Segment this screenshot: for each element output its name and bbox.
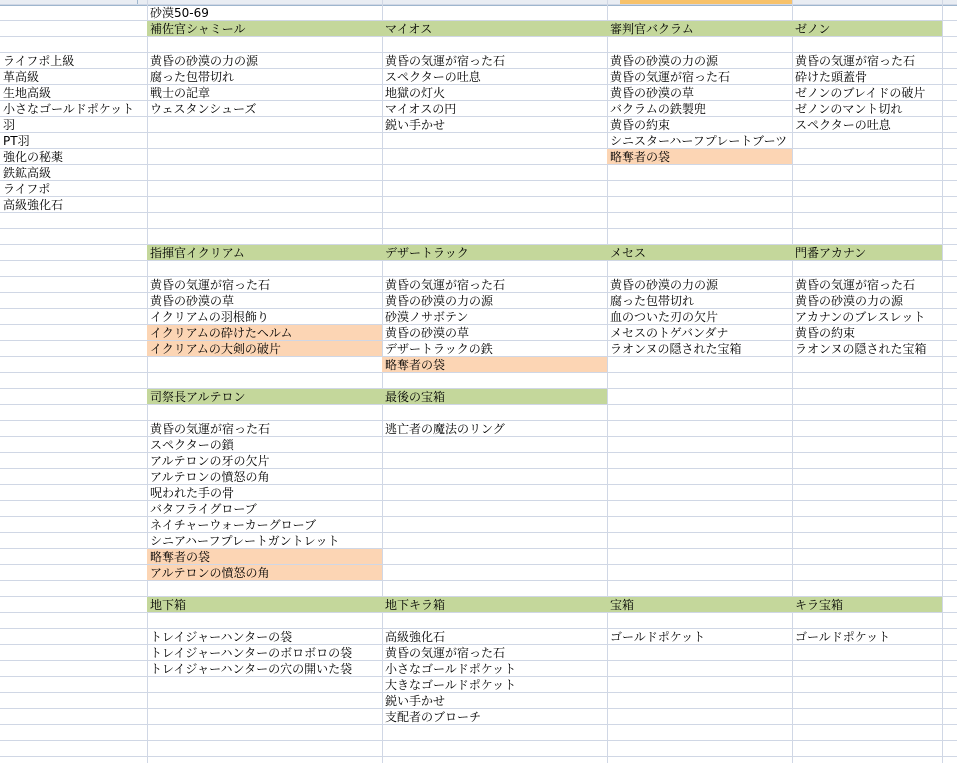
- section-header-cell[interactable]: 補佐官シャミール: [150, 22, 246, 36]
- row-gridline: [0, 468, 957, 469]
- material-list-cell[interactable]: 強化の秘薬: [3, 150, 64, 164]
- material-list-cell[interactable]: 鉄鉱高級: [3, 166, 52, 180]
- section-header-cell[interactable]: 指揮官イクリアム: [150, 246, 245, 260]
- drop-item-cell[interactable]: スペクターの吐息: [385, 70, 481, 84]
- drop-item-cell[interactable]: 黄昏の約束: [610, 118, 671, 132]
- drop-item-cell[interactable]: スペクターの鎖: [150, 438, 234, 452]
- drop-item-cell[interactable]: 地獄の灯火: [385, 86, 446, 100]
- drop-item-cell[interactable]: 黄昏の気運が宿った石: [610, 70, 731, 84]
- material-list-cell[interactable]: PT羽: [3, 134, 30, 148]
- column-gridline: [942, 0, 943, 763]
- drop-item-cell[interactable]: 支配者のブローチ: [385, 710, 482, 724]
- section-header-cell[interactable]: ゼノン: [795, 22, 831, 36]
- section-header-cell[interactable]: キラ宝箱: [795, 598, 844, 612]
- drop-item-cell[interactable]: マイオスの円: [385, 102, 457, 116]
- drop-item-cell[interactable]: ゼノンのブレイドの破片: [795, 86, 926, 100]
- drop-item-cell[interactable]: 血のついた刃の欠片: [610, 310, 719, 324]
- drop-item-cell[interactable]: アルテロンの牙の欠片: [150, 454, 270, 468]
- drop-item-cell[interactable]: 黄昏の砂漠の力の源: [610, 278, 719, 292]
- row-gridline: [0, 228, 957, 229]
- drop-item-cell[interactable]: バクラムの鉄製兜: [610, 102, 706, 116]
- drop-item-cell[interactable]: アカナンのブレスレット: [795, 310, 926, 324]
- drop-item-cell[interactable]: 黄昏の気運が宿った石: [385, 278, 506, 292]
- column-header-strip[interactable]: [0, 0, 957, 6]
- drop-item-cell[interactable]: 黄昏の砂漠の力の源: [150, 54, 259, 68]
- drop-item-cell[interactable]: 黄昏の気運が宿った石: [150, 422, 271, 436]
- section-header-cell[interactable]: 最後の宝箱: [385, 390, 446, 404]
- drop-item-cell[interactable]: シニスターハーフプレートブーツ: [610, 134, 788, 148]
- drop-item-cell[interactable]: 黄昏の砂漠の草: [150, 294, 235, 308]
- material-list-cell[interactable]: 小さなゴールドポケット: [3, 102, 135, 116]
- drop-item-cell[interactable]: 黄昏の気運が宿った石: [385, 646, 506, 660]
- drop-item-cell[interactable]: アルテロンの憤怒の角: [150, 470, 270, 484]
- drop-item-cell[interactable]: 小さなゴールドポケット: [385, 662, 517, 676]
- drop-item-cell[interactable]: トレイジャーハンターの袋: [150, 630, 293, 644]
- drop-item-cell[interactable]: 黄昏の砂漠の草: [610, 86, 695, 100]
- drop-item-cell[interactable]: 逃亡者の魔法のリング: [385, 422, 505, 436]
- drop-item-cell[interactable]: 戦士の記章: [150, 86, 211, 100]
- drop-item-cell[interactable]: 黄昏の気運が宿った石: [795, 278, 916, 292]
- material-list-cell[interactable]: 革高級: [3, 70, 40, 84]
- drop-item-cell[interactable]: 黄昏の砂漠の力の源: [610, 54, 719, 68]
- row-gridline: [0, 452, 957, 453]
- material-list-cell[interactable]: 生地高級: [3, 86, 52, 100]
- material-list-cell[interactable]: ライフポ上級: [3, 54, 75, 68]
- drop-item-cell[interactable]: 黄昏の気運が宿った石: [385, 54, 506, 68]
- section-header-cell[interactable]: 地下箱: [150, 598, 187, 612]
- drop-item-cell[interactable]: 略奪者の袋: [150, 550, 211, 564]
- section-header-cell[interactable]: デザートラック: [385, 246, 469, 260]
- drop-item-cell[interactable]: トレイジャーハンターのボロボロの袋: [150, 646, 353, 660]
- row-gridline: [0, 580, 957, 581]
- section-header-cell[interactable]: 門番アカナン: [795, 246, 867, 260]
- drop-item-cell[interactable]: 黄昏の気運が宿った石: [150, 278, 271, 292]
- drop-item-cell[interactable]: イクリアムの大剣の破片: [150, 342, 281, 356]
- row-gridline: [0, 564, 957, 565]
- row-gridline: [0, 484, 957, 485]
- row-gridline: [0, 548, 957, 549]
- drop-item-cell[interactable]: スペクターの吐息: [795, 118, 891, 132]
- section-header-cell[interactable]: マイオス: [385, 22, 433, 36]
- drop-item-cell[interactable]: ゴールドポケット: [610, 630, 706, 644]
- drop-item-cell[interactable]: 鋭い手かせ: [385, 694, 446, 708]
- drop-item-cell[interactable]: ネイチャーウォーカーグローブ: [150, 518, 317, 532]
- drop-item-cell[interactable]: 黄昏の気運が宿った石: [795, 54, 916, 68]
- drop-item-cell[interactable]: ラオンヌの隠された宝箱: [610, 342, 742, 356]
- section-header-cell[interactable]: メセス: [610, 246, 647, 260]
- drop-item-cell[interactable]: 高級強化石: [385, 630, 446, 644]
- drop-item-cell[interactable]: メセスのトゲバンダナ: [610, 326, 729, 340]
- row-gridline: [0, 740, 957, 741]
- drop-item-cell[interactable]: 腐った包帯切れ: [610, 294, 695, 308]
- drop-item-cell[interactable]: トレイジャーハンターの穴の開いた袋: [150, 662, 353, 676]
- drop-item-cell[interactable]: ウェスタンシューズ: [150, 102, 257, 116]
- row-gridline: [0, 4, 957, 5]
- drop-item-cell[interactable]: 砂漠ノサボテン: [385, 310, 469, 324]
- drop-item-cell[interactable]: ラオンヌの隠された宝箱: [795, 342, 927, 356]
- material-list-cell[interactable]: 羽: [3, 118, 16, 132]
- section-header-cell[interactable]: 地下キラ箱: [385, 598, 446, 612]
- drop-item-cell[interactable]: 大きなゴールドポケット: [385, 678, 517, 692]
- drop-item-cell[interactable]: 呪われた手の骨: [150, 486, 235, 500]
- material-list-cell[interactable]: 高級強化石: [3, 198, 64, 212]
- drop-item-cell[interactable]: 砕けた頭蓋骨: [795, 70, 868, 84]
- drop-item-cell[interactable]: 黄昏の砂漠の力の源: [795, 294, 904, 308]
- drop-item-cell[interactable]: 略奪者の袋: [610, 150, 671, 164]
- sheet-title-cell[interactable]: 砂漠50-69: [150, 6, 209, 20]
- material-list-cell[interactable]: ライフポ: [3, 182, 51, 196]
- drop-item-cell[interactable]: 腐った包帯切れ: [150, 70, 235, 84]
- drop-item-cell[interactable]: イクリアムの砕けたヘルム: [150, 326, 293, 340]
- drop-item-cell[interactable]: シニアハーフプレートガントレット: [150, 534, 340, 548]
- drop-item-cell[interactable]: デザートラックの鉄: [385, 342, 493, 356]
- drop-item-cell[interactable]: 黄昏の砂漠の草: [385, 326, 470, 340]
- drop-item-cell[interactable]: 黄昏の約束: [795, 326, 856, 340]
- row-gridline: [0, 516, 957, 517]
- section-header-cell[interactable]: 審判官バクラム: [610, 22, 694, 36]
- drop-item-cell[interactable]: 鋭い手かせ: [385, 118, 446, 132]
- drop-item-cell[interactable]: ゼノンのマント切れ: [795, 102, 903, 116]
- section-header-cell[interactable]: 宝箱: [610, 598, 635, 612]
- drop-item-cell[interactable]: アルテロンの憤怒の角: [150, 566, 270, 580]
- row-gridline: [0, 500, 957, 501]
- row-gridline: [0, 756, 957, 757]
- drop-item-cell[interactable]: 略奪者の袋: [385, 358, 446, 372]
- drop-item-cell[interactable]: 黄昏の砂漠の力の源: [385, 294, 494, 308]
- row-gridline: [0, 532, 957, 533]
- drop-item-cell[interactable]: ゴールドポケット: [795, 630, 891, 644]
- drop-item-cell[interactable]: バタフライグローブ: [150, 502, 257, 516]
- drop-item-cell[interactable]: イクリアムの羽根飾り: [150, 310, 269, 324]
- section-header-cell[interactable]: 司祭長アルテロン: [150, 390, 246, 404]
